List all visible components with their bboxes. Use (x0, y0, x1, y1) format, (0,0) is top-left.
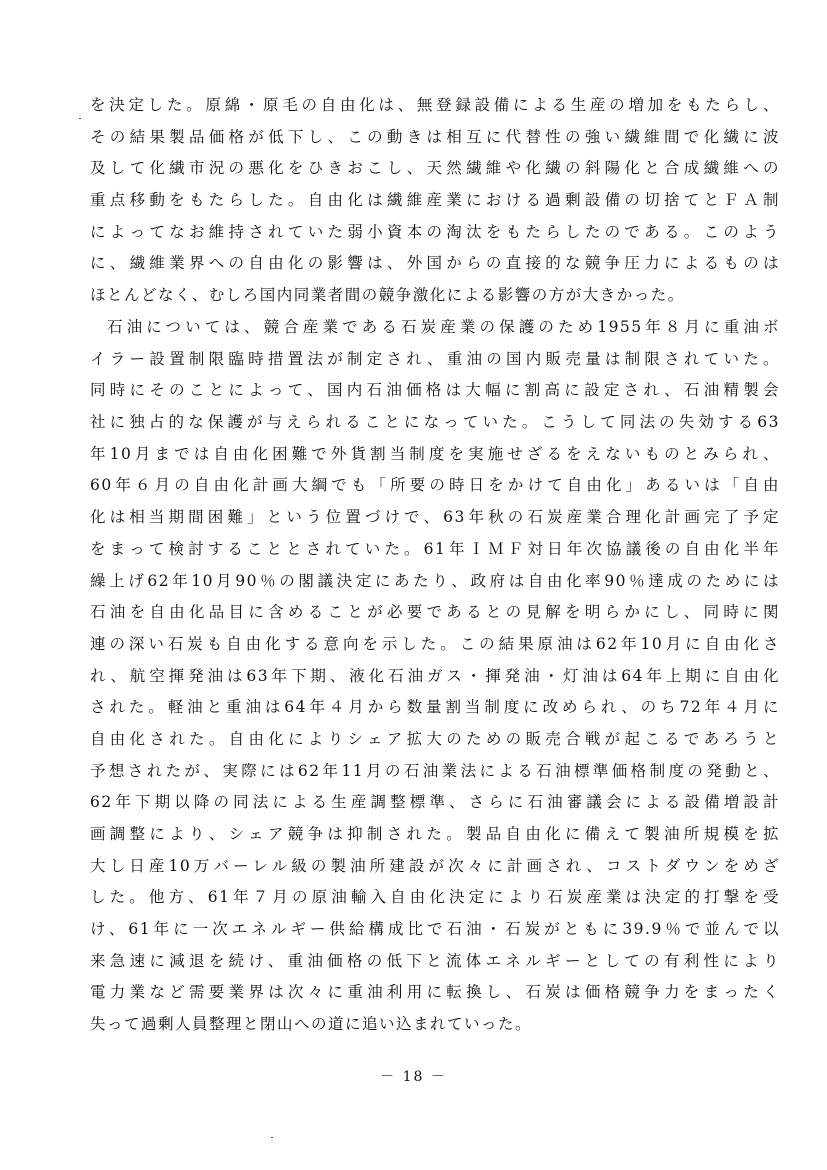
text-line: を決定した。原綿・原毛の自由化は、無登録設備による生産の増加をもたらし、 (90, 96, 780, 114)
text-line: した。他方、61年７月の原油輸入自由化決定により石炭産業は決定的打撃を受 (90, 888, 780, 907)
page-number: － 18 － (380, 1069, 447, 1085)
text-line: 繰上げ62年10月90％の閣議決定にあたり、政府は自由化率90％達成のためには (90, 571, 780, 590)
text-line: 失って過剰人員整理と閉山への道に追い込まれていった。 (90, 1015, 533, 1034)
text-line: 石油については、競合産業である石炭産業の保護のため1955年８月に重油ボ (107, 318, 780, 336)
text-line: 60年６月の自由化計画大綱でも「所要の時日をかけて自由化」あるいは「自由 (90, 476, 780, 495)
text-line: 連の深い石炭も自由化する意向を示した。この結果原油は62年10月に自由化さ (90, 634, 780, 653)
text-line: 年10月までは自由化困難で外貨割当制度を実施せざるをえないものとみられ、 (90, 444, 780, 463)
scan-speck (79, 118, 81, 119)
text-line: その結果製品価格が低下し、この動きは相互に代替性の強い繊維間で化繊に波 (90, 127, 780, 146)
text-line: れ、航空揮発油は63年下期、液化石油ガス・揮発油・灯油は64年上期に自由化 (90, 666, 780, 685)
text-line: 及して化繊市況の悪化をひきおこし、天然繊維や化繊の斜陽化と合成繊維への (90, 159, 780, 178)
text-line: ほとんどなく、むしろ国内同業者間の競争激化による影響の方が大きかった。 (90, 286, 685, 305)
text-line: 大し日産10万バーレル級の製油所建設が次々に計画され、コストダウンをめざ (90, 856, 780, 875)
paragraph-textile (90, 90, 780, 312)
text-line: 予想されたが、実際には62年11月の石油業法による石油標準価格制度の発動と、 (90, 761, 780, 780)
text-line: 同時にそのことによって、国内石油価格は大幅に割高に設定され、石油精製会 (90, 381, 780, 400)
text-line: 来急速に減退を続け、重油価格の低下と流体エネルギーとしての有利性により (90, 951, 780, 970)
text-line: け、61年に一次エネルギー供給構成比で石油・石炭がともに39.9％で並んで以 (90, 920, 780, 939)
text-line: 化は相当期間困難」という位置づけで、63年秋の石炭産業合理化計画完了予定 (90, 508, 780, 527)
text-line: 石油を自由化品目に含めることが必要であるとの見解を明らかにし、同時に関 (90, 603, 780, 622)
text-line: 画調整により、シェア競争は抑制された。製品自由化に備えて製油所規模を拡 (90, 825, 780, 843)
text-line: 自由化された。自由化によりシェア拡大のための販売合戦が起こるであろうと (90, 729, 780, 748)
text-line: によってなお維持されていた弱小資本の淘汰をもたらしたのである。このよう (90, 222, 780, 241)
text-line: 電力業など需要業界は次々に重油利用に転換し、石炭は価格競争力をまったく (90, 983, 780, 1002)
text-line: 重点移動をもたらした。自由化は繊維産業における過剰設備の切捨てとＦＡ制 (90, 191, 780, 210)
text-line: をまって検討することとされていた。61年ＩＭＦ対日年次協議後の自由化半年 (90, 539, 780, 558)
text-line: イラー設置制限臨時措置法が制定され、重油の国内販売量は制限されていた。 (90, 349, 780, 368)
paragraph-petroleum (90, 312, 780, 1041)
scan-speck (271, 1137, 273, 1138)
text-line: に、繊維業界への自由化の影響は、外国からの直接的な競争圧力によるものは (90, 254, 780, 273)
text-line: 62年下期以降の同法による生産調整標準、さらに石油審議会による設備増設計 (90, 793, 780, 812)
text-line: 社に独占的な保護が与えられることになっていた。こうして同法の失効する63 (90, 413, 780, 432)
text-line: された。軽油と重油は64年４月から数量割当制度に改められ、のち72年４月に (90, 698, 780, 717)
